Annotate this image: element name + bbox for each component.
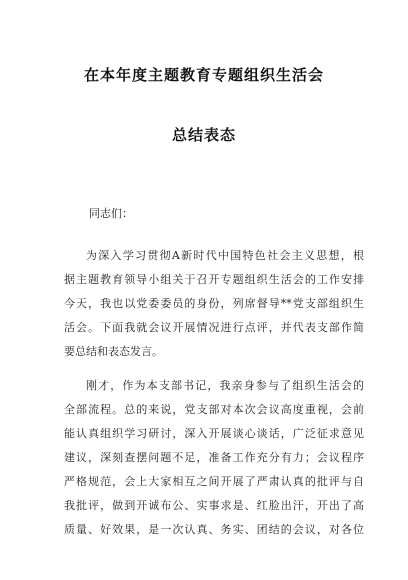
document-subtitle: 总结表态	[171, 126, 236, 144]
paragraph-line: 活会。下面我就会议开展情况进行点评，并代表支部作简	[64, 321, 364, 334]
paragraph-line: 要总结和表态发言。	[64, 345, 163, 358]
paragraph-line: 质量、好效果，是一次认真、务实、团结的会议，对各位	[64, 523, 364, 536]
paragraph-line: 能认真组织学习研讨，深入开展谈心谈话，广泛征求意见	[64, 427, 364, 440]
document-title: 在本年度主题教育专题组织生活会	[83, 66, 324, 84]
paragraph-line: 建议，深刻查摆问题不足，准备工作充分有力；会议程序	[64, 451, 364, 464]
greeting: 同志们：	[89, 207, 133, 220]
paragraph-line: 全部流程。总的来说，党支部对本次会议高度重视，会前	[64, 403, 364, 416]
paragraph-line: 我批评，做到开诚布公、实事求是、红脸出汗，开出了高	[64, 499, 364, 512]
paragraph-line: 刚才，作为本支部书记，我亲身参与了组织生活会的	[86, 379, 364, 392]
paragraph-1	[64, 244, 364, 364]
paragraph-line: 严格规范，会上大家相互之间开展了严肃认真的批评与自	[64, 475, 364, 488]
paragraph-line: 今天，我也以党委委员的身份，列席督导**党支部组织生	[64, 297, 364, 310]
paragraph-line: 据主题教育领导小组关于召开专题组织生活会的工作安排	[64, 273, 364, 286]
paragraph-line: 为深入学习贯彻A新时代中国特色社会主义思想，根	[86, 249, 364, 262]
paragraph-2	[64, 374, 364, 542]
